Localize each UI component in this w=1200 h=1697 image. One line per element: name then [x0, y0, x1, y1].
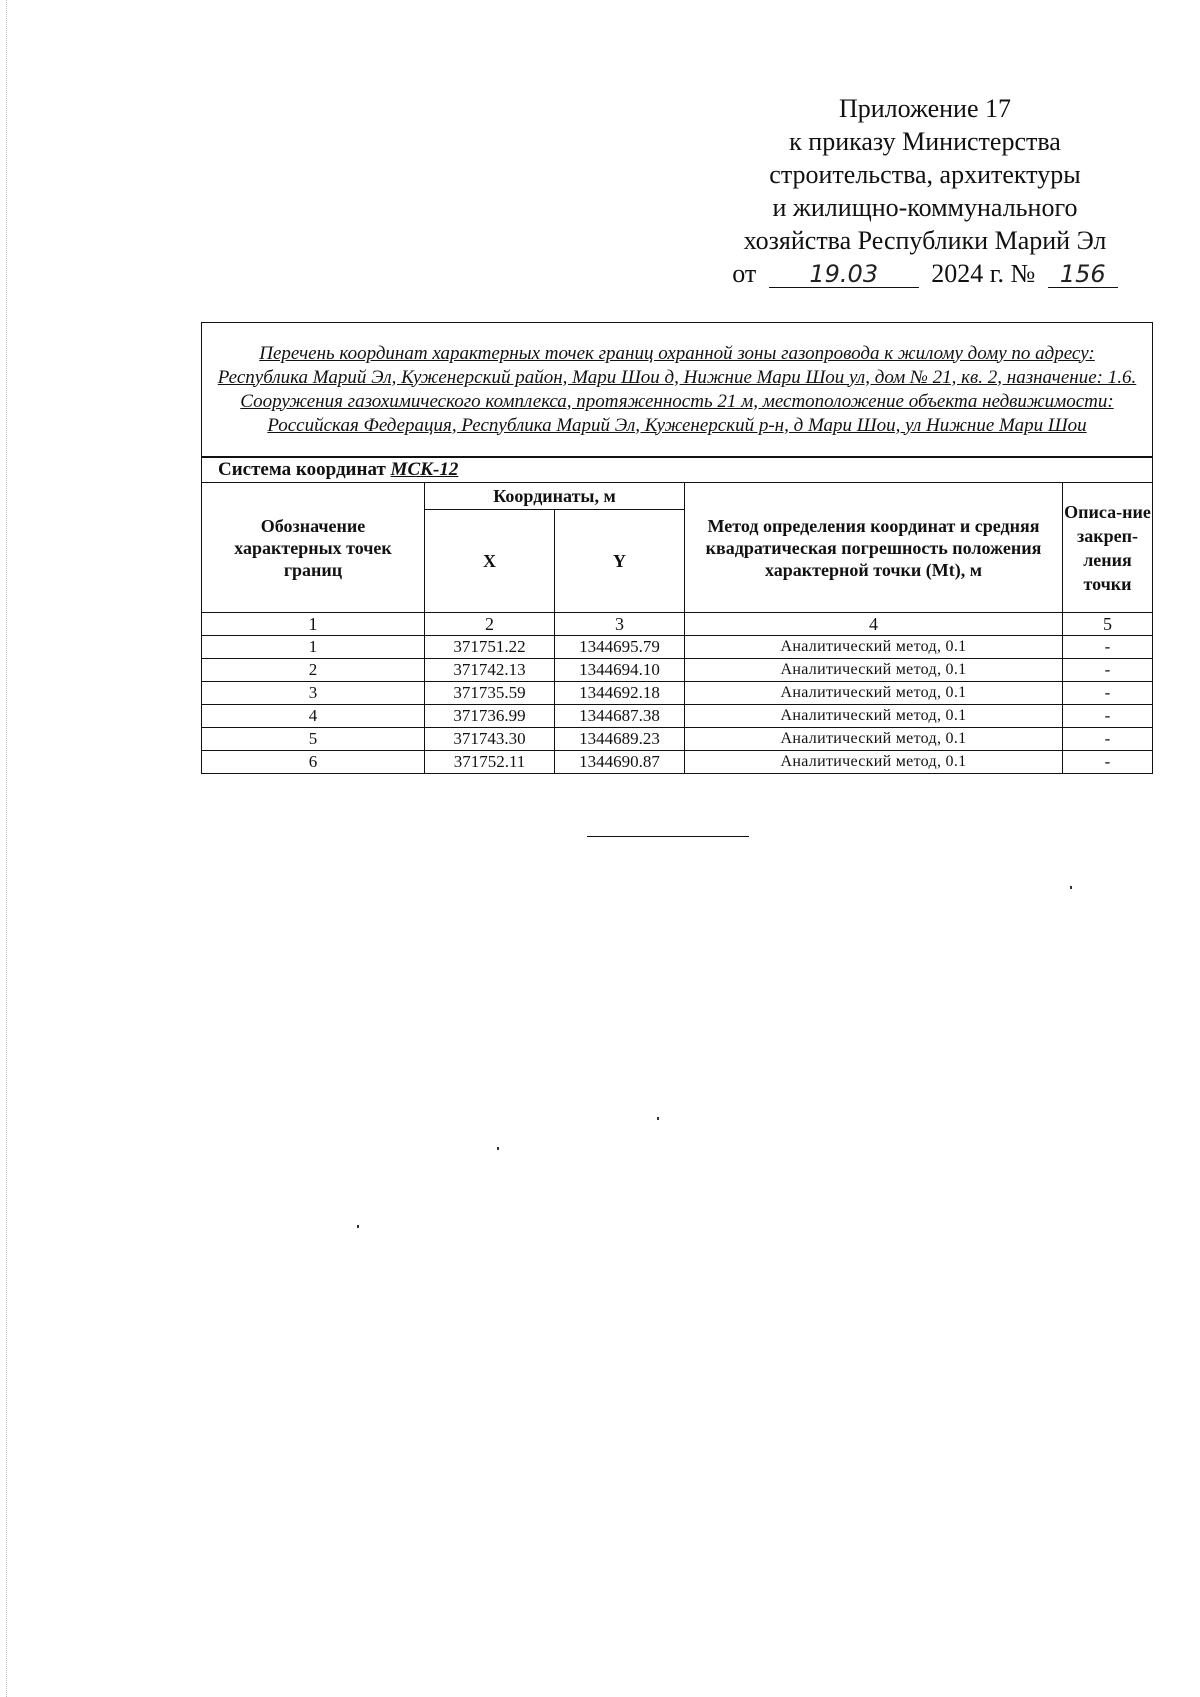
table-row — [202, 751, 1153, 774]
table-row — [202, 636, 1153, 659]
scan-speck — [497, 1147, 499, 1150]
appendix-line: к приказу Министерства — [789, 127, 1061, 156]
cell-point: 2 — [202, 659, 425, 682]
coordinate-system — [202, 457, 1153, 483]
header-coordinates: Координаты, м — [425, 483, 685, 510]
table-row — [202, 728, 1153, 751]
column-number-row — [202, 613, 1153, 636]
coordinates-table — [201, 322, 1153, 774]
cell-method: Аналитический метод, 0.1 — [685, 636, 1063, 659]
scan-speck — [357, 1225, 359, 1228]
cell-method: Аналитический метод, 0.1 — [685, 682, 1063, 705]
cell-description: - — [1063, 659, 1153, 682]
order-date-line — [700, 257, 1150, 290]
appendix-header — [700, 92, 1150, 290]
header-y: Y — [555, 510, 685, 613]
year-text: 2024 г. № — [931, 259, 1036, 288]
coordinate-system-value: МСК-12 — [390, 459, 459, 480]
cell-point: 1 — [202, 636, 425, 659]
date-prefix: от — [732, 259, 757, 288]
header-x: X — [425, 510, 555, 613]
handwritten-date: 19.03 — [769, 261, 919, 288]
cell-y: 1344694.10 — [555, 659, 685, 682]
column-number: 1 — [202, 613, 425, 636]
end-divider — [587, 836, 749, 837]
cell-description: - — [1063, 705, 1153, 728]
cell-point: 4 — [202, 705, 425, 728]
cell-method: Аналитический метод, 0.1 — [685, 705, 1063, 728]
header-method: Метод определения координат и средняя квадратическая погрешность положения характерной точки (Mt), м — [685, 483, 1063, 613]
cell-x: 371752.11 — [425, 751, 555, 774]
cell-x: 371735.59 — [425, 682, 555, 705]
cell-method: Аналитический метод, 0.1 — [685, 728, 1063, 751]
cell-point: 5 — [202, 728, 425, 751]
appendix-line: Приложение 17 — [838, 94, 1012, 123]
cell-x: 371743.30 — [425, 728, 555, 751]
column-number: 3 — [555, 613, 685, 636]
appendix-line: хозяйства Республики Марий Эл — [743, 226, 1107, 255]
cell-x: 371736.99 — [425, 705, 555, 728]
header-description: Описа-ние закреп-ления точки — [1063, 483, 1153, 613]
scan-speck — [657, 1117, 659, 1120]
cell-y: 1344689.23 — [555, 728, 685, 751]
cell-y: 1344692.18 — [555, 682, 685, 705]
table-row — [202, 659, 1153, 682]
cell-method: Аналитический метод, 0.1 — [685, 659, 1063, 682]
cell-point: 3 — [202, 682, 425, 705]
handwritten-order-number: 156 — [1048, 261, 1118, 288]
table-row — [202, 705, 1153, 728]
cell-description: - — [1063, 728, 1153, 751]
scan-edge — [6, 0, 7, 1697]
table-title: Перечень координат характерных точек границ охранной зоны газопровода к жилому дому по адресу: Республика Марий Эл, Куженерский район, Мари Шои д, Нижние Мари Шои ул, дом № 21, кв. 2, назначение: 1.6. Сооружения газохимического комплекса, протяженность 21 м, местоположение объекта недвижимости: Российская Федерация, Республика Марий Эл, Куженерский р-н, д Мари Шои, ул Нижние Мари Шои — [202, 323, 1153, 458]
cell-description: - — [1063, 751, 1153, 774]
column-number: 2 — [425, 613, 555, 636]
appendix-line: строительства, архитектуры — [769, 160, 1081, 189]
cell-y: 1344687.38 — [555, 705, 685, 728]
table-row — [202, 682, 1153, 705]
cell-description: - — [1063, 636, 1153, 659]
cell-y: 1344690.87 — [555, 751, 685, 774]
appendix-line: и жилищно-коммунального — [772, 193, 1078, 222]
cell-description: - — [1063, 682, 1153, 705]
cell-x: 371742.13 — [425, 659, 555, 682]
cell-point: 6 — [202, 751, 425, 774]
cell-y: 1344695.79 — [555, 636, 685, 659]
column-number: 5 — [1063, 613, 1153, 636]
cell-x: 371751.22 — [425, 636, 555, 659]
coordinate-system-label: Система координат — [218, 459, 386, 480]
header-point: Обозначение характерных точек границ — [202, 483, 425, 613]
column-number: 4 — [685, 613, 1063, 636]
scan-speck — [1070, 886, 1072, 889]
cell-method: Аналитический метод, 0.1 — [685, 751, 1063, 774]
